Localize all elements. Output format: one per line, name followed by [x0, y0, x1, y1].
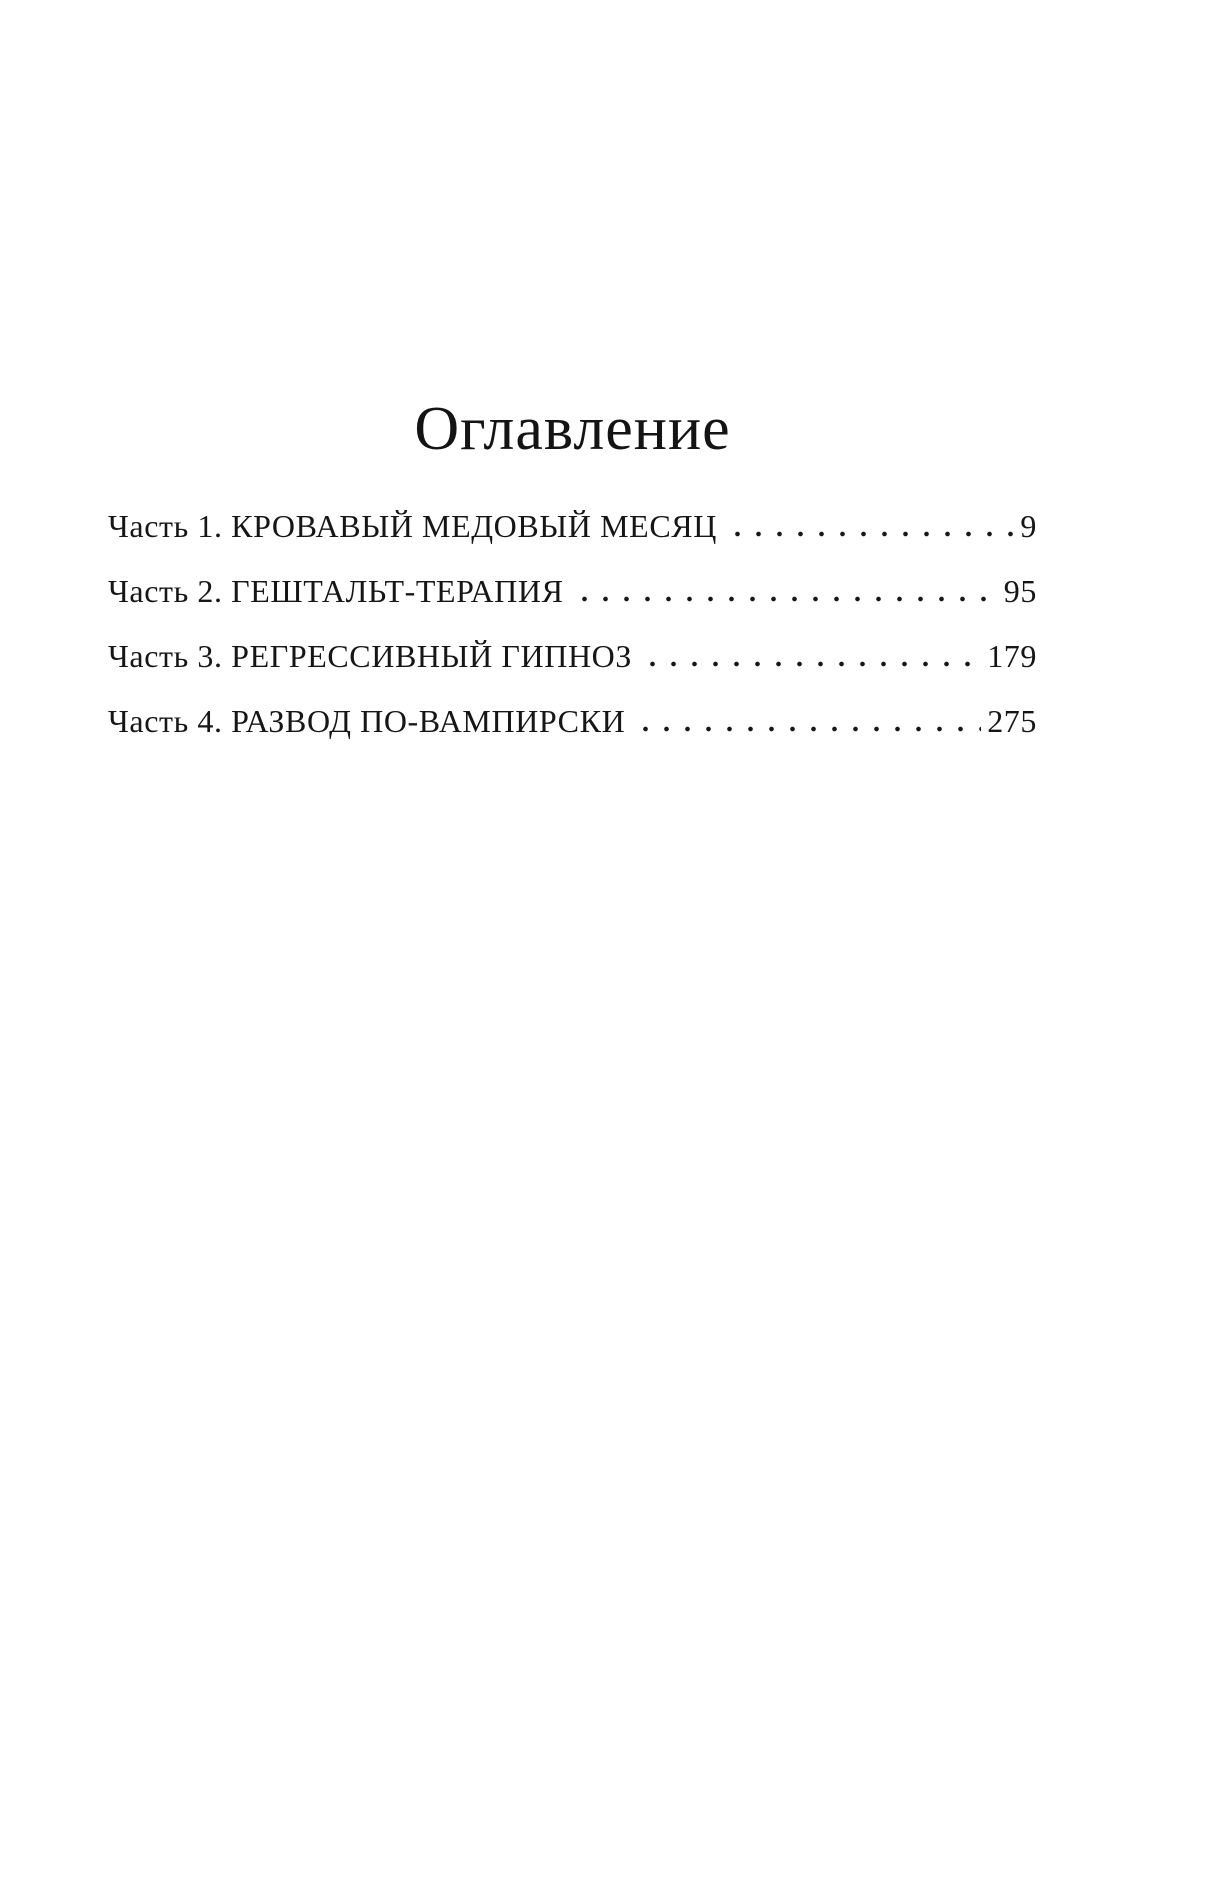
toc-entry-label: Часть 3. РЕГРЕССИВНЫЙ ГИПНОЗ	[108, 638, 633, 674]
dot-leader	[642, 624, 981, 689]
toc-page-number: 9	[1020, 508, 1037, 544]
toc-entry-label: Часть 2. ГЕШТАЛЬТ-ТЕРАПИЯ	[108, 573, 564, 609]
toc-content	[108, 395, 1037, 754]
toc-page-number: 179	[987, 638, 1037, 674]
dot-leader	[574, 559, 998, 624]
toc-entry-label: Часть 1. КРОВАВЫЙ МЕДОВЫЙ МЕСЯЦ	[108, 508, 717, 544]
toc-row	[108, 624, 1037, 689]
toc-row	[108, 559, 1037, 624]
dot-leader	[635, 689, 981, 754]
toc-list	[108, 494, 1037, 754]
toc-page-number: 95	[1003, 573, 1037, 609]
toc-row	[108, 689, 1037, 754]
toc-row	[108, 494, 1037, 559]
dot-leader	[727, 494, 1014, 559]
toc-entry-label: Часть 4. РАЗВОД ПО-ВАМПИРСКИ	[108, 703, 626, 739]
toc-page-number: 275	[987, 703, 1037, 739]
page-title: Оглавление	[414, 395, 731, 463]
